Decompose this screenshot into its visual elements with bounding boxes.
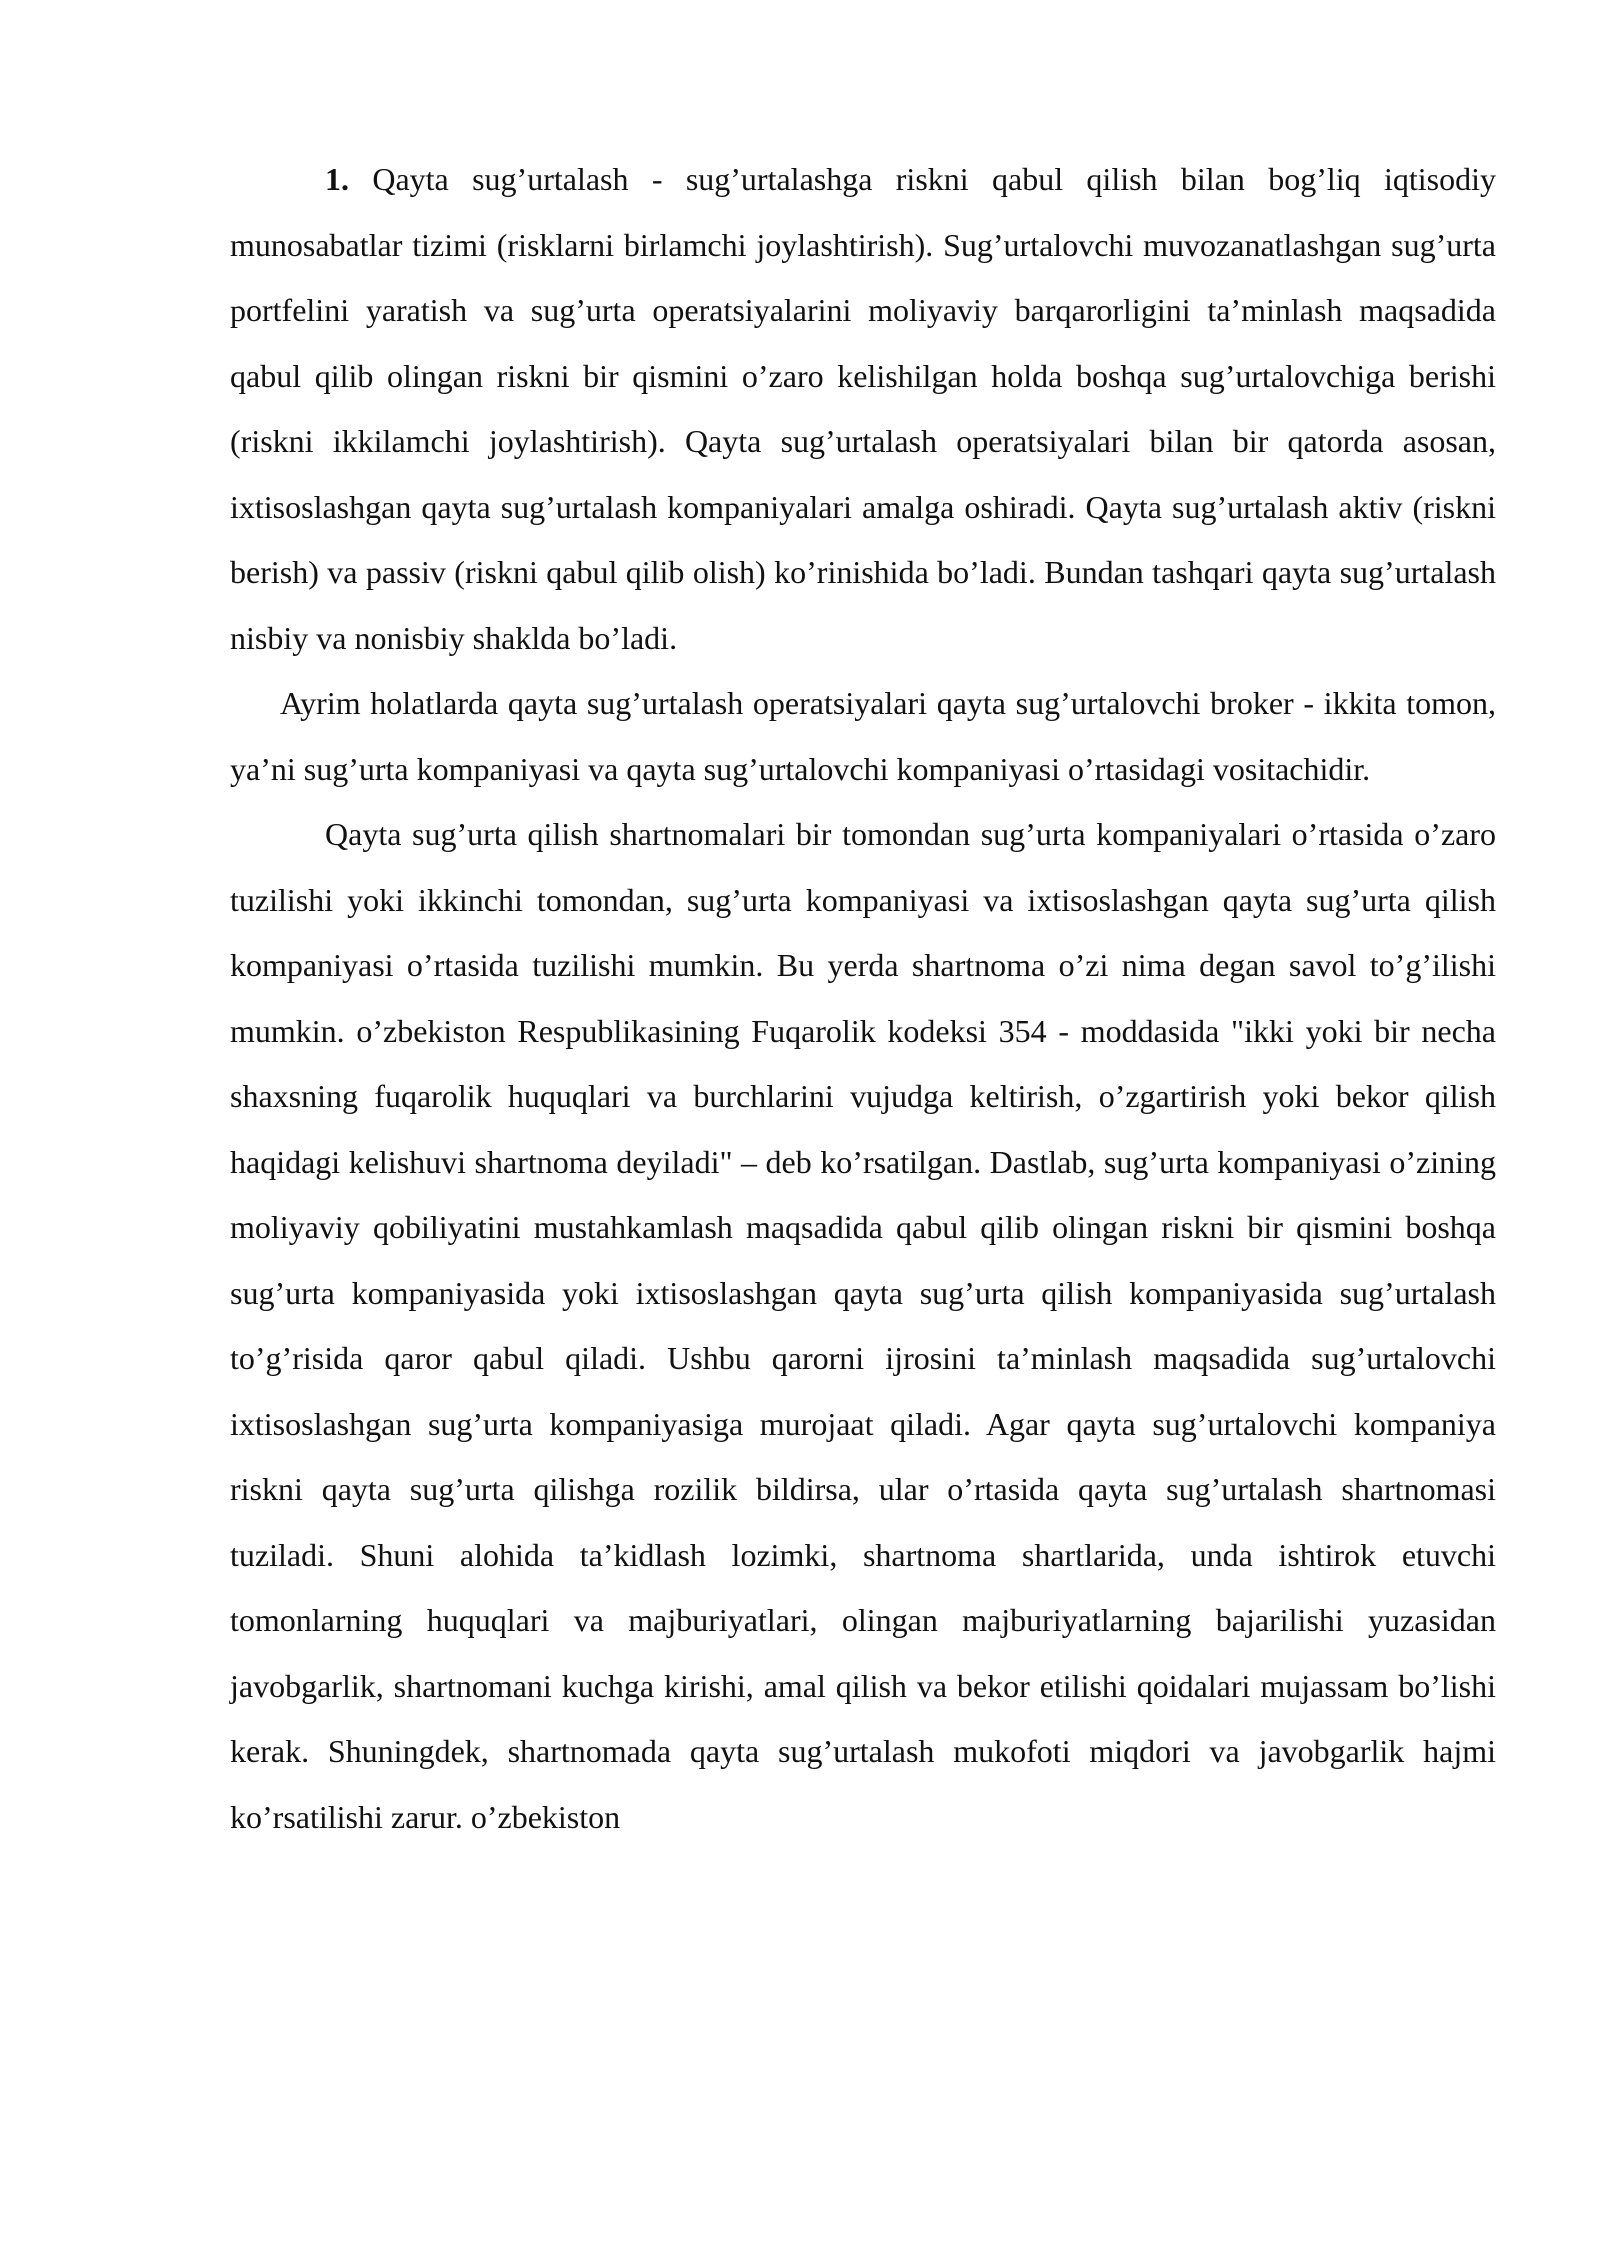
paragraph-1 — [230, 147, 1496, 671]
paragraph-text: Ayrim holatlarda qayta sug’urtalash operatsiyalari qayta sug’urtalovchi broker - ikkita tomon, ya’ni sug’urta kompaniyasi va qayta sug’urtalovchi kompaniyasi o’rtasidagi vositachidir. — [230, 685, 1496, 787]
paragraph-3 — [230, 802, 1496, 1850]
paragraph-number: 1. — [325, 161, 349, 197]
paragraph-text: Qayta sug’urtalash - sug’urtalashga riskni qabul qilish bilan bog’liq iqtisodiy munosabatlar tizimi (risklarni birlamchi joylashtirish). Sug’urtalovchi muvozanatlashgan sug’urta portfelini yaratish va sug’urta operatsiyalarini moliyaviy barqarorligini ta’minlash maqsadida qabul qilib olingan riskni bir qismini o’zaro kelishilgan holda boshqa sug’urtalovchiga berishi (riskni ikkilamchi joylashtirish). Qayta sug’urtalash operatsiyalari bilan bir qatorda asosan, ixtisoslashgan qayta sug’urtalash kompaniyalari amalga oshiradi. Qayta sug’urtalash aktiv (riskni berish) va passiv (riskni qabul qilib olish) ko’rinishida bo’ladi. Bundan tashqari qayta sug’urtalash nisbiy va nonisbiy shaklda bo’ladi. — [230, 161, 1496, 656]
paragraph-2 — [230, 671, 1496, 802]
paragraph-text: Qayta sug’urta qilish shartnomalari bir tomondan sug’urta kompaniyalari o’rtasida o’zaro tuzilishi yoki ikkinchi tomondan, sug’urta kompaniyasi va ixtisoslashgan qayta sug’urta qilish kompaniyasi o’rtasida tuzilishi mumkin. Bu yerda shartnoma o’zi nima degan savol to’g’ilishi mumkin. o’zbekiston Respublikasining Fuqarolik kodeksi 354 - moddasida "ikki yoki bir necha shaxsning fuqarolik huquqlari va burchlarini vujudga keltirish, o’zgartirish yoki bekor qilish haqidagi kelishuvi shartnoma deyiladi" – deb ko’rsatilgan. Dastlab, sug’urta kompaniyasi o’zining moliyaviy qobiliyatini mustahkamlash maqsadida qabul qilib olingan riskni bir qismini boshqa sug’urta kompaniyasida yoki ixtisoslashgan qayta sug’urta qilish kompaniyasida sug’urtalash to’g’risida qaror qabul qiladi. Ushbu qarorni ijrosini ta’minlash maqsadida sug’urtalovchi ixtisoslashgan sug’urta kompaniyasiga murojaat qiladi. Agar qayta sug’urtalovchi kompaniya riskni qayta sug’urta qilishga rozilik bildirsa, ular o’rtasida qayta sug’urtalash shartnomasi tuziladi. Shuni alohida ta’kidlash lozimki, shartnoma shartlarida, unda ishtirok etuvchi tomonlarning huquqlari va majburiyatlari, olingan majburiyatlarning bajarilishi yuzasidan javobgarlik, shartnomani kuchga kirishi, amal qilish va bekor etilishi qoidalari mujassam bo’lishi kerak. Shuningdek, shartnomada qayta sug’urtalash mukofoti miqdori va javobgarlik hajmi ko’rsatilishi zarur. o’zbekiston — [230, 816, 1496, 1835]
document-page — [230, 147, 1496, 1850]
